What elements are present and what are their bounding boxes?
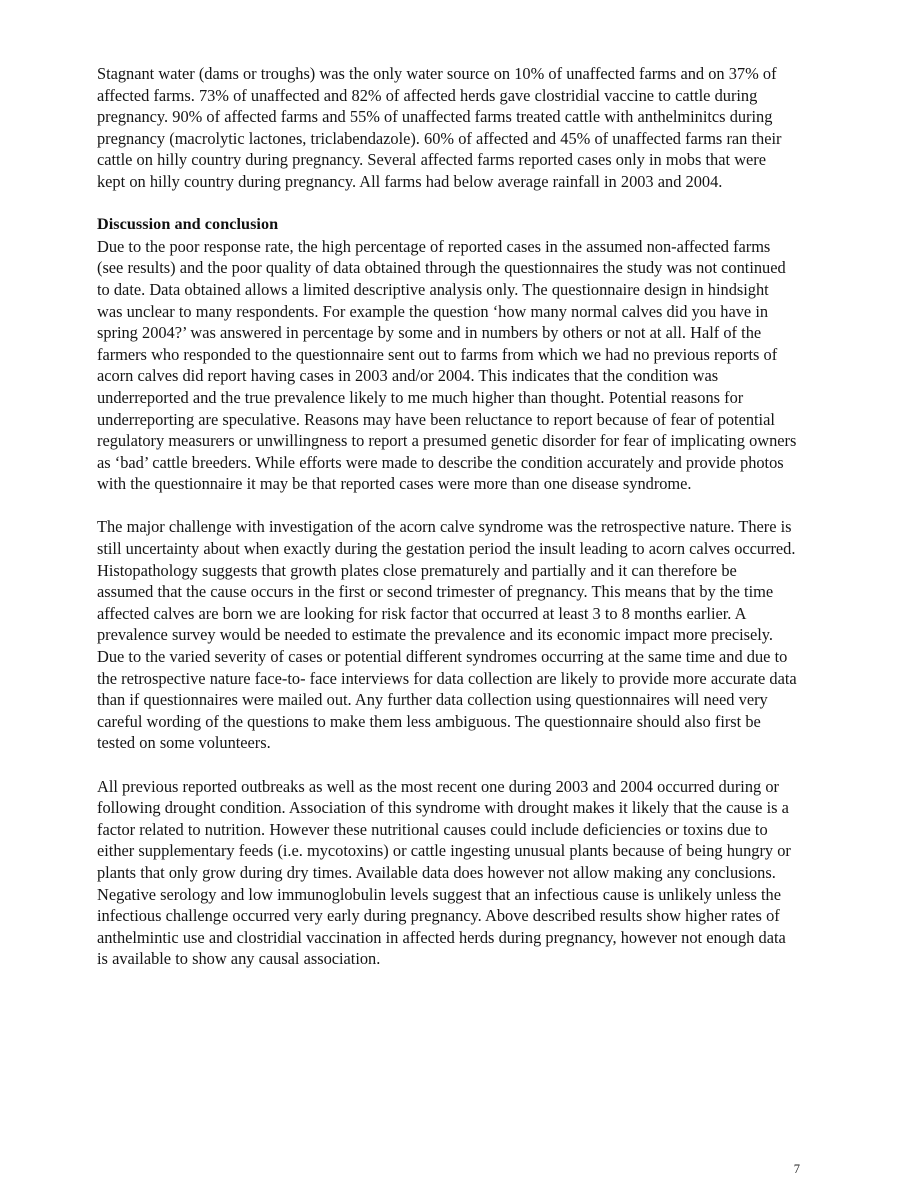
- discussion-paragraph-3: All previous reported outbreaks as well as the most recent one during 2003 and 2004 occurred during or following drought condition. Association of this syndrome with drought makes it likely that the cause is a factor related to nutrition. However these nutritional causes could include deficiencies or toxins due to either supplementary feeds (i.e. mycotoxins) or cattle ingesting unusual plants because of being hungry or plants that only grow during dry times. Available data does however not allow making any conclusions. Negative serology and low immunoglobulin levels suggest that an infectious cause is unlikely unless the infectious challenge occurred very early during pregnancy. Above described results show higher rates of anthelmintic use and clostridial vaccination in affected herds during pregnancy, however not enough data is available to show any causal association.: [97, 776, 791, 969]
- page-content: [97, 63, 797, 970]
- blank-line-before-paragraph-3: [97, 754, 797, 776]
- results-summary-paragraph: Stagnant water (dams or troughs) was the only water source on 10% of unaffected farms and on 37% of affected farms. 73% of unaffected and 82% of affected herds gave clostridial vaccine to cattle during pregnancy. 90% of affected farms and 55% of unaffected farms treated cattle with anthelminitcs during pregnancy (macrolytic lactones, triclabendazole). 60% of affected and 45% of unaffected farms ran their cattle on hilly country during pregnancy. Several affected farms reported cases only in mobs that were kept on hilly country during pregnancy. All farms had below average rainfall in 2003 and 2004.: [97, 64, 782, 191]
- discussion-paragraph-1: Due to the poor response rate, the high percentage of reported cases in the assumed non-affected farms (see results) and the poor quality of data obtained through the questionnaires the study was not continued to date. Data obtained allows a limited descriptive analysis only. The questionnaire design in hindsight was unclear to many respondents. For example the question ‘how many normal calves did you have in spring 2004?’ was answered in percentage by some and in numbers by others or not at all. Half of the farmers who responded to the questionnaire sent out to farms from which we had no previous reports of acorn calves did report having cases in 2003 and/or 2004. This indicates that the condition was underreported and the true prevalence likely to me much higher than thought. Potential reasons for underreporting are speculative. Reasons may have been reluctance to report because of fear of potential regulatory measurers or unwillingness to report a presumed genetic disorder for fear of implicating owners as ‘bad’ cattle breeders. While efforts were made to describe the condition accurately and provide photos with the questionnaire it may be that reported cases were more than one disease syndrome.: [97, 236, 797, 494]
- blank-line-before-heading: [97, 193, 797, 215]
- page-number: 7: [793, 1162, 800, 1176]
- blank-line-before-paragraph-2: [97, 495, 797, 517]
- discussion-and-conclusion-heading: Discussion and conclusion: [97, 215, 279, 234]
- discussion-paragraph-2: The major challenge with investigation of the acorn calve syndrome was the retrospective nature. There is still uncertainty about when exactly during the gestation period the insult leading to acorn calves occurred. Histopathology suggests that growth plates close prematurely and partially and it can therefore be assumed that the cause occurs in the first or second trimester of pregnancy. This means that by the time affected calves are born we are looking for risk factor that occurred at least 3 to 8 months earlier. A prevalence survey would be needed to estimate the prevalence and its economic impact more precisely. Due to the varied severity of cases or potential different syndromes occurring at the same time and due to the retrospective nature face-to- face interviews for data collection are likely to provide more accurate data than if questionnaires were mailed out. Any further data collection using questionnaires will need very careful wording of the questions to make them less ambiguous. The questionnaire should also first be tested on some volunteers.: [97, 517, 797, 753]
